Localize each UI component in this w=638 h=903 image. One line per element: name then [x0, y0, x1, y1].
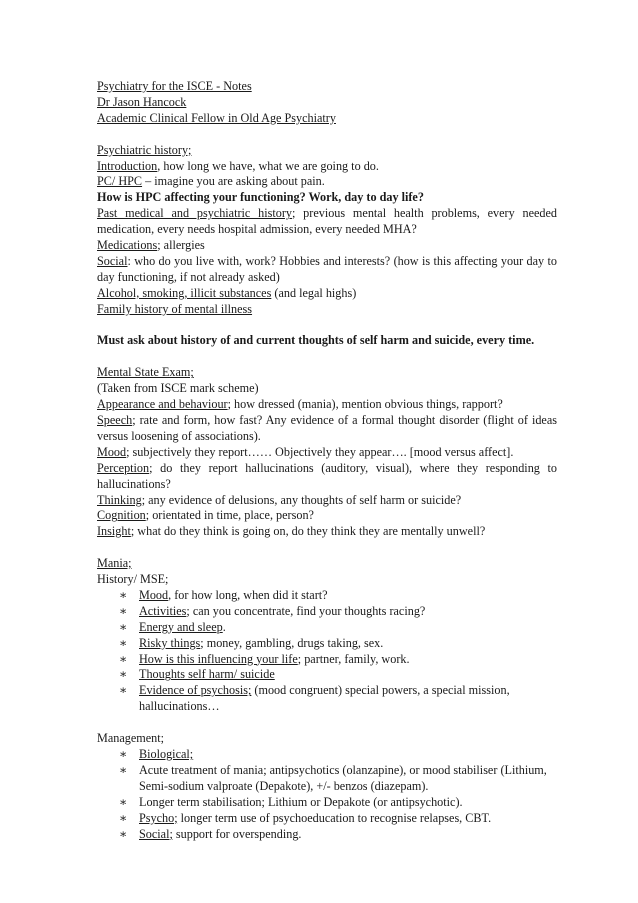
bullet-icon: ∗: [119, 794, 128, 809]
speech-label: Speech: [97, 412, 133, 427]
item-text: Longer term stabilisation; Lithium or Depakote (or antipsychotic).: [139, 794, 463, 809]
pc-hpc-text: – imagine you are asking about pain.: [142, 174, 325, 189]
list-item: [119, 588, 557, 604]
medications-label: Medications: [97, 238, 158, 253]
history-alcohol: [97, 286, 557, 302]
bullet-icon: ∗: [119, 651, 128, 666]
insight-text: ; what do they think is going on, do they think they are mentally unwell?: [130, 524, 486, 539]
bullet-icon: ∗: [119, 603, 128, 618]
item-text: ; can you concentrate, find your thoughts racing?: [186, 603, 426, 618]
list-item: [119, 683, 557, 715]
list-item: [119, 620, 557, 636]
medications-text: ; allergies: [157, 238, 205, 253]
hpc-functioning-question: How is HPC affecting your functioning? Work, day to day life?: [97, 190, 424, 205]
history-social: [97, 254, 557, 286]
history-past-medical: [97, 206, 557, 238]
bullet-icon: ∗: [119, 683, 128, 698]
bullet-icon: ∗: [119, 635, 128, 650]
bullet-icon: ∗: [119, 810, 128, 825]
mse-cognition: [97, 508, 557, 524]
mood-text: ; subjectively they report…… Objectively they appear…. [mood versus affect].: [126, 444, 514, 459]
item-text: ; money, gambling, drugs taking, sex.: [200, 635, 384, 650]
speech-text: ; rate and form, how fast? Any evidence of a formal thought disorder (flight of ideas versus loosening of associations).: [97, 412, 557, 443]
must-ask-self-harm: Must ask about history of and current thoughts of self harm and suicide, every time.: [97, 333, 535, 348]
item-label: Mood: [139, 587, 169, 602]
bullet-icon: ∗: [119, 587, 128, 602]
item-label: How is this influencing your life: [139, 651, 298, 666]
list-item: [119, 604, 557, 620]
appearance-text: ; how dressed (mania), mention obvious things, rapport?: [227, 397, 503, 412]
item-text: Acute treatment of mania; antipsychotics (olanzapine), or mood stabiliser (Lithium, Semi-sodium valproate (Depakote), +/- benzos (diazepam).: [139, 762, 547, 793]
item-label: Energy and sleep: [139, 619, 223, 634]
mse-heading: Mental State Exam;: [97, 365, 194, 380]
insight-label: Insight: [97, 524, 131, 539]
mse-perception: [97, 461, 557, 493]
mood-label: Mood: [97, 444, 127, 459]
thinking-text: ; any evidence of delusions, any thoughts of self harm or suicide?: [141, 492, 462, 507]
mania-subheading: History/ MSE;: [97, 572, 169, 587]
management-heading: Management;: [97, 731, 165, 746]
mse-insight: [97, 524, 557, 540]
doc-author: Dr Jason Hancock: [97, 94, 187, 109]
list-item: [119, 667, 557, 683]
item-label: Psycho;: [139, 810, 178, 825]
history-medications: [97, 238, 557, 254]
item-label: Biological;: [139, 746, 194, 761]
history-pc-hpc: [97, 174, 557, 190]
history-heading: Psychiatric history;: [97, 142, 192, 157]
social-label: Social: [97, 253, 128, 268]
cognition-label: Cognition: [97, 508, 146, 523]
perception-text: ; do they report hallucinations (auditory, visual), where they responding to hallucinations?: [97, 460, 557, 491]
management-list: [97, 747, 557, 842]
item-text: ; partner, family, work.: [297, 651, 410, 666]
thinking-label: Thinking: [97, 492, 142, 507]
item-text: .: [222, 619, 226, 634]
bullet-icon: ∗: [119, 746, 128, 761]
mse-source: (Taken from ISCE mark scheme): [97, 381, 259, 396]
bullet-icon: ∗: [119, 826, 128, 841]
mse-thinking: [97, 493, 557, 509]
mse-mood: [97, 445, 557, 461]
list-item: [119, 747, 557, 763]
item-text: , for how long, when did it start?: [168, 587, 328, 602]
list-item: [119, 636, 557, 652]
cognition-text: ; orientated in time, place, person?: [145, 508, 314, 523]
introduction-label: Introduction: [97, 158, 158, 173]
list-item: [119, 795, 557, 811]
item-text: longer term use of psychoeducation to recognise relapses, CBT.: [177, 810, 492, 825]
item-label: Evidence of psychosis;: [139, 683, 252, 698]
item-label: Activities: [139, 603, 187, 618]
mania-heading: Mania;: [97, 556, 132, 571]
item-text: (mood congruent) special powers, a special mission, hallucinations…: [139, 683, 510, 714]
list-item: [119, 763, 557, 795]
item-label: Risky things: [139, 635, 201, 650]
alcohol-text: (and legal highs): [271, 285, 357, 300]
appearance-label: Appearance and behaviour: [97, 397, 228, 412]
pc-hpc-label: PC/ HPC: [97, 174, 143, 189]
doc-title: Psychiatry for the ISCE - Notes: [97, 79, 252, 93]
list-item: [119, 811, 557, 827]
history-introduction: [97, 159, 557, 175]
item-label: Social;: [139, 826, 173, 841]
list-item: [119, 827, 557, 843]
past-history-label: Past medical and psychiatric history: [97, 206, 292, 221]
list-item: [119, 652, 557, 668]
past-history-text: ; previous mental health problems, every needed medication, every needs hospital admission, every needed MHA?: [97, 206, 558, 237]
mse-appearance: [97, 397, 557, 413]
perception-label: Perception: [97, 460, 150, 475]
history-family: Family history of mental illness: [97, 301, 253, 316]
mse-speech: [97, 413, 557, 445]
mania-history-list: [97, 588, 557, 715]
introduction-text: , how long we have, what we are going to do.: [157, 158, 379, 173]
social-text: : who do you live with, work? Hobbies and interests? (how is this affecting your day to day functioning, if not already asked): [97, 253, 557, 284]
item-label: Thoughts self harm/ suicide: [139, 667, 275, 682]
doc-author-role: Academic Clinical Fellow in Old Age Psychiatry: [97, 110, 336, 125]
document-page: [97, 79, 557, 842]
bullet-icon: ∗: [119, 619, 128, 634]
item-text: support for overspending.: [172, 826, 302, 841]
bullet-icon: ∗: [119, 762, 128, 777]
alcohol-label: Alcohol, smoking, illicit substances: [97, 285, 272, 300]
bullet-icon: ∗: [119, 667, 128, 682]
